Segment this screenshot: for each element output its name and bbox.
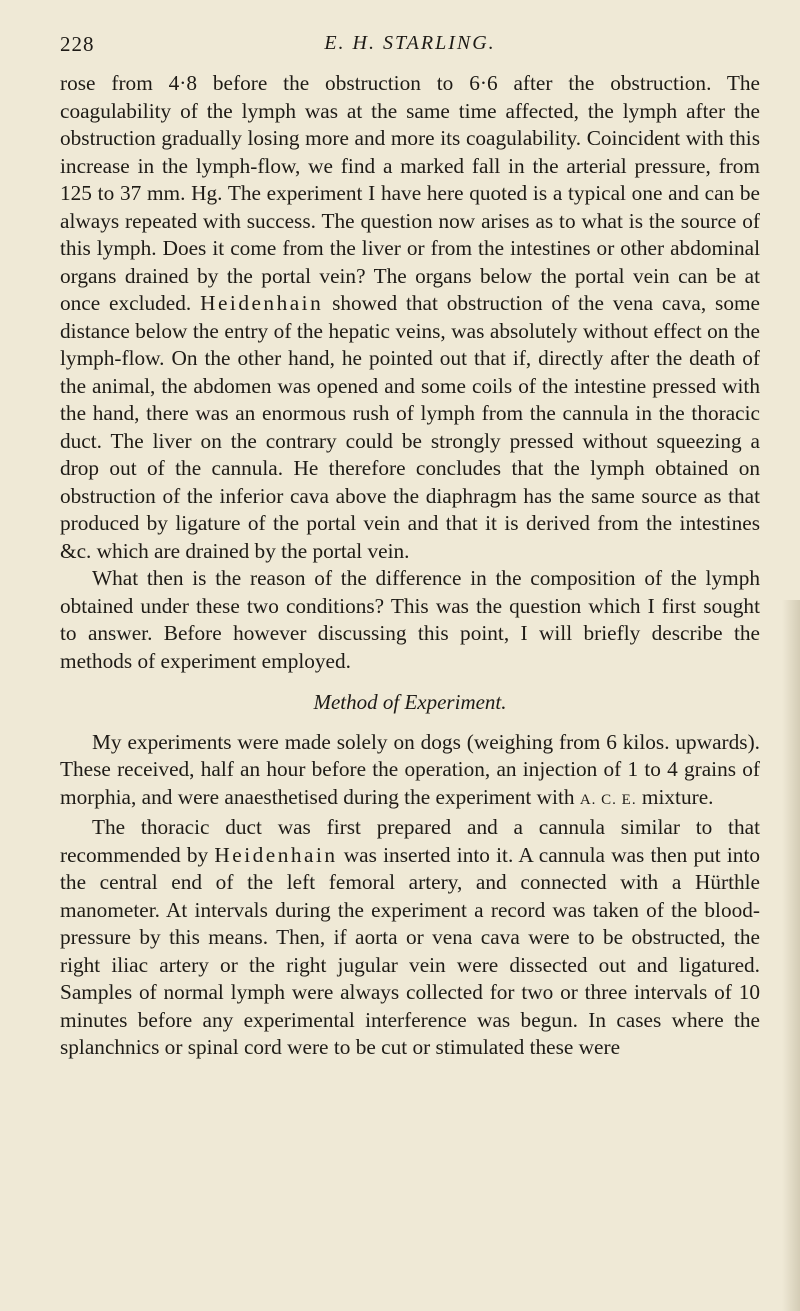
- paragraph-text: My experiments were made solely on dogs (weighing from 6 kilos. upwards). These received, half an hour before the operation, an injection of 1 to 4 grains of morphia, and were anaesthetised during the experiment with: [60, 729, 760, 809]
- running-head: [60, 0, 760, 70]
- author-name: Heidenhain: [200, 291, 324, 315]
- paragraph: [60, 565, 760, 675]
- paragraph: [60, 814, 760, 1062]
- page-edge-shadow: [782, 600, 800, 1311]
- paragraph-text: What then is the reason of the difference in the composition of the lymph obtained under these two conditions? This was the question which I first sought to answer. Before however discussing this point, I will briefly describe the methods of experiment employed.: [60, 566, 760, 673]
- author-name: Heidenhain: [214, 842, 338, 867]
- paragraph: [60, 729, 760, 815]
- paragraph-text: rose from 4·8 before the obstruction to 6·6 after the obstruction. The coagulability of the lymph was at the same time affected, the lymph after the obstruction gradually losing more and more its coagulability. Coincident with this increase in the lymph-flow, we find a marked fall in the arterial pressure, from 125 to 37 mm. Hg. The experiment I have here quoted is a typical one and can be always repeated with success. The question now arises as to what is the source of this lymph. Does it come from the liver or from the intestines or other abdominal organs drained by the portal vein? The organs below the portal vein can be at once excluded.: [60, 71, 760, 315]
- running-title: E. H. STARLING.: [324, 32, 496, 54]
- page-number: 228: [60, 32, 95, 56]
- paragraph-text: showed that obstruction of the vena cava, some distance below the entry of the hepatic veins, was absolutely without effect on the lymph-flow. On the other hand, he pointed out that if, directly after the death of the animal, the abdomen was opened and some coils of the intestine pressed with the hand, there was an enormous rush of lymph from the cannula in the thoracic duct. The liver on the contrary could be strongly pressed without squeezing a drop out of the cannula. He therefore concludes that the lymph obtained on obstruction of the inferior cava above the diaphragm has the same source as that produced by ligature of the portal vein and that it is derived from the intestines &c. which are drained by the portal vein.: [60, 291, 761, 563]
- paragraph-text: mixture.: [641, 784, 714, 809]
- abbreviation: A. C. E.: [579, 791, 637, 808]
- body-text: [60, 70, 760, 1062]
- section-heading: Method of Experiment.: [313, 690, 507, 714]
- paragraph-text: The thoracic duct was first prepared and a cannula similar to that recommended by: [60, 815, 760, 867]
- paragraph-text: was inserted into it. A cannula was then put into the central end of the left femoral artery, and connected with a Hürthle manometer. At intervals during the experiment a record was taken of the blood-pressure by this means. Then, if aorta or vena cava were to be obstructed, the right iliac artery or the right jugular vein were dissected out and ligatured. Samples of normal lymph were always collected for two or three intervals of 10 minutes before any experimental interference was begun. In cases where the splanchnics or spinal cord were to be cut or stimulated these were: [60, 842, 761, 1059]
- paragraph: [60, 70, 760, 565]
